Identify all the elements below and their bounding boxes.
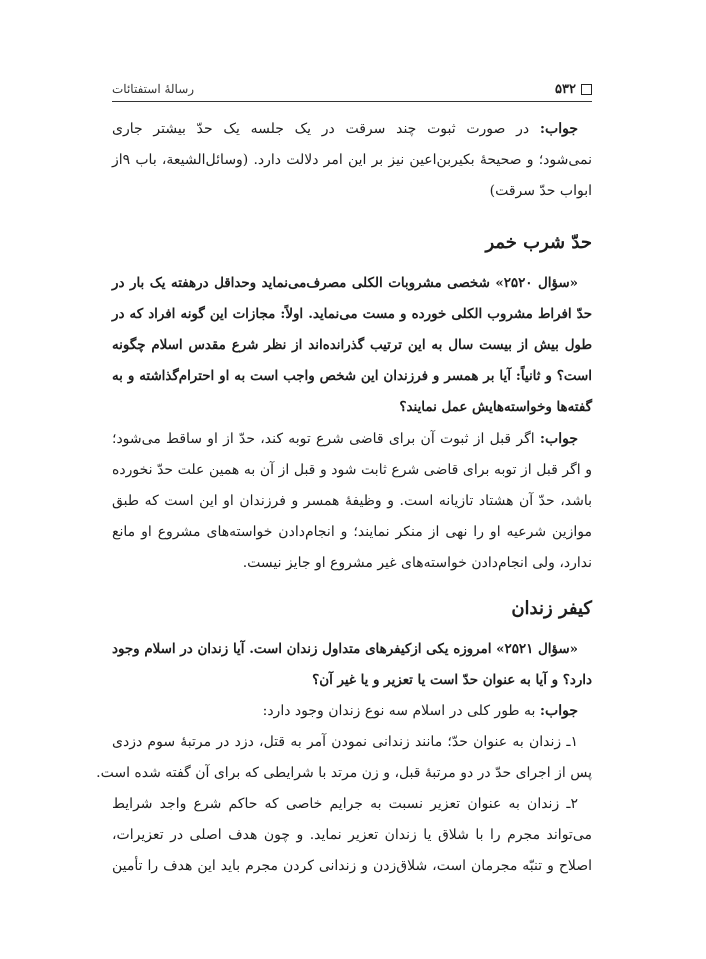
text-line: حدّ افراط مشروب الکلی خورده و مست می‌نماید. اولاً: مجازات این گونه افراد که در	[112, 306, 592, 322]
answer-label: جواب:	[539, 703, 578, 719]
text-line: جواب: در صورت ثبوت چند سرقت در یک جلسه یک حدّ بیشتر جاری	[112, 121, 579, 137]
text-line: «سؤال ۲۵۲۰» شخصی مشروبات الکلی مصرف‌می‌نماید وحداقل درهفته یک بار در	[112, 275, 579, 291]
text-line: دارد؟ و آیا به عنوان حدّ است یا تعزیر و یا غیر آن؟	[312, 672, 592, 688]
text-line: «سؤال ۲۵۲۱» امروزه یکی ازکیفرهای متداول زندان است. آیا زندان در اسلام وجود	[112, 641, 578, 657]
answer-2521	[96, 696, 592, 882]
text-line: نمی‌شود؛ و صحیحهٔ بکیربن‌اعین نیز بر این امر دلالت دارد. (وسائل‌الشیعة، باب ۹از	[112, 152, 592, 168]
text-line: است؟ و ثانیاً: آیا بر همسر و فرزندان این شخص واجب است به او احترام‌گذاشته و به	[112, 368, 592, 384]
page-number-group	[555, 82, 592, 97]
text-line: باشد، حدّ آن هشتاد تازیانه است. و وظیفهٔ همسر و فرزندان او این است که طبق	[112, 493, 592, 509]
text-line: موازین شرعیه او را نهی از منکر نمایند؛ و انجام‌دادن خواسته‌های مشروع او مانع	[112, 524, 592, 540]
text-line: طول بیش از بیست سال به این ترتیب گذرانده‌اند از نظر شرع مقدس اسلام چگونه	[112, 337, 592, 353]
text-line: جواب: به طور کلی در اسلام سه نوع زندان وجود دارد:	[262, 703, 578, 719]
running-header	[112, 78, 592, 100]
text-line: اصلاح و تنبّه مجرمان است، شلاق‌زدن و زندانی کردن مجرم باید این هدف را تأمین	[112, 858, 592, 874]
text-line: و اگر قبل از توبه برای قاضی شرع ثابت شود و قبل از آن به همین علت حدّ نخورده	[112, 462, 592, 478]
list-item: ۲ـ زندان به عنوان تعزیر نسبت به جرایم خاصی که حاکم شرع واجد شرایط	[112, 796, 578, 812]
list-item: ۱ـ زندان به عنوان حدّ؛ مانند زندانی نمودن آمر به قتل، دزد در مرتبهٔ سوم دزدی	[112, 734, 578, 750]
section-title-khamr: حدّ شرب خمر	[485, 232, 592, 253]
answer-label: جواب:	[539, 431, 579, 447]
text-line: گفته‌ها وخواسته‌هایش عمل نمایند؟	[399, 399, 592, 415]
text-line: ندارد، ولی انجام‌دادن خواسته‌های غیر مشروع او جایز نیست.	[242, 555, 592, 571]
header-rule	[112, 101, 592, 102]
answer-2520	[112, 424, 592, 579]
book-title: رسالهٔ استفتائات	[112, 82, 195, 96]
square-bullet-icon	[581, 84, 592, 95]
text-line: پس از اجرای حدّ در دو مرتبهٔ قبل، و زن مرتد با شرایطی که برای آن گفته شده است.	[96, 765, 592, 781]
answer-label: جواب:	[539, 121, 579, 137]
question-2521	[112, 634, 592, 696]
text-line: ابواب حدّ سرقت)	[489, 183, 592, 199]
text-line: جواب: اگر قبل از ثبوت آن برای قاضی شرع توبه کند، حدّ از او ساقط می‌شود؛	[112, 431, 579, 447]
question-2520	[112, 268, 592, 423]
section-title-zendan: کیفر زندان	[511, 598, 592, 619]
previous-answer	[112, 114, 592, 207]
page-number: ۵۳۲	[555, 81, 576, 97]
text-line: می‌تواند مجرم را با شلاق یا زندان تعزیر نماید. و چون هدف اصلی در تعزیرات،	[112, 827, 592, 843]
